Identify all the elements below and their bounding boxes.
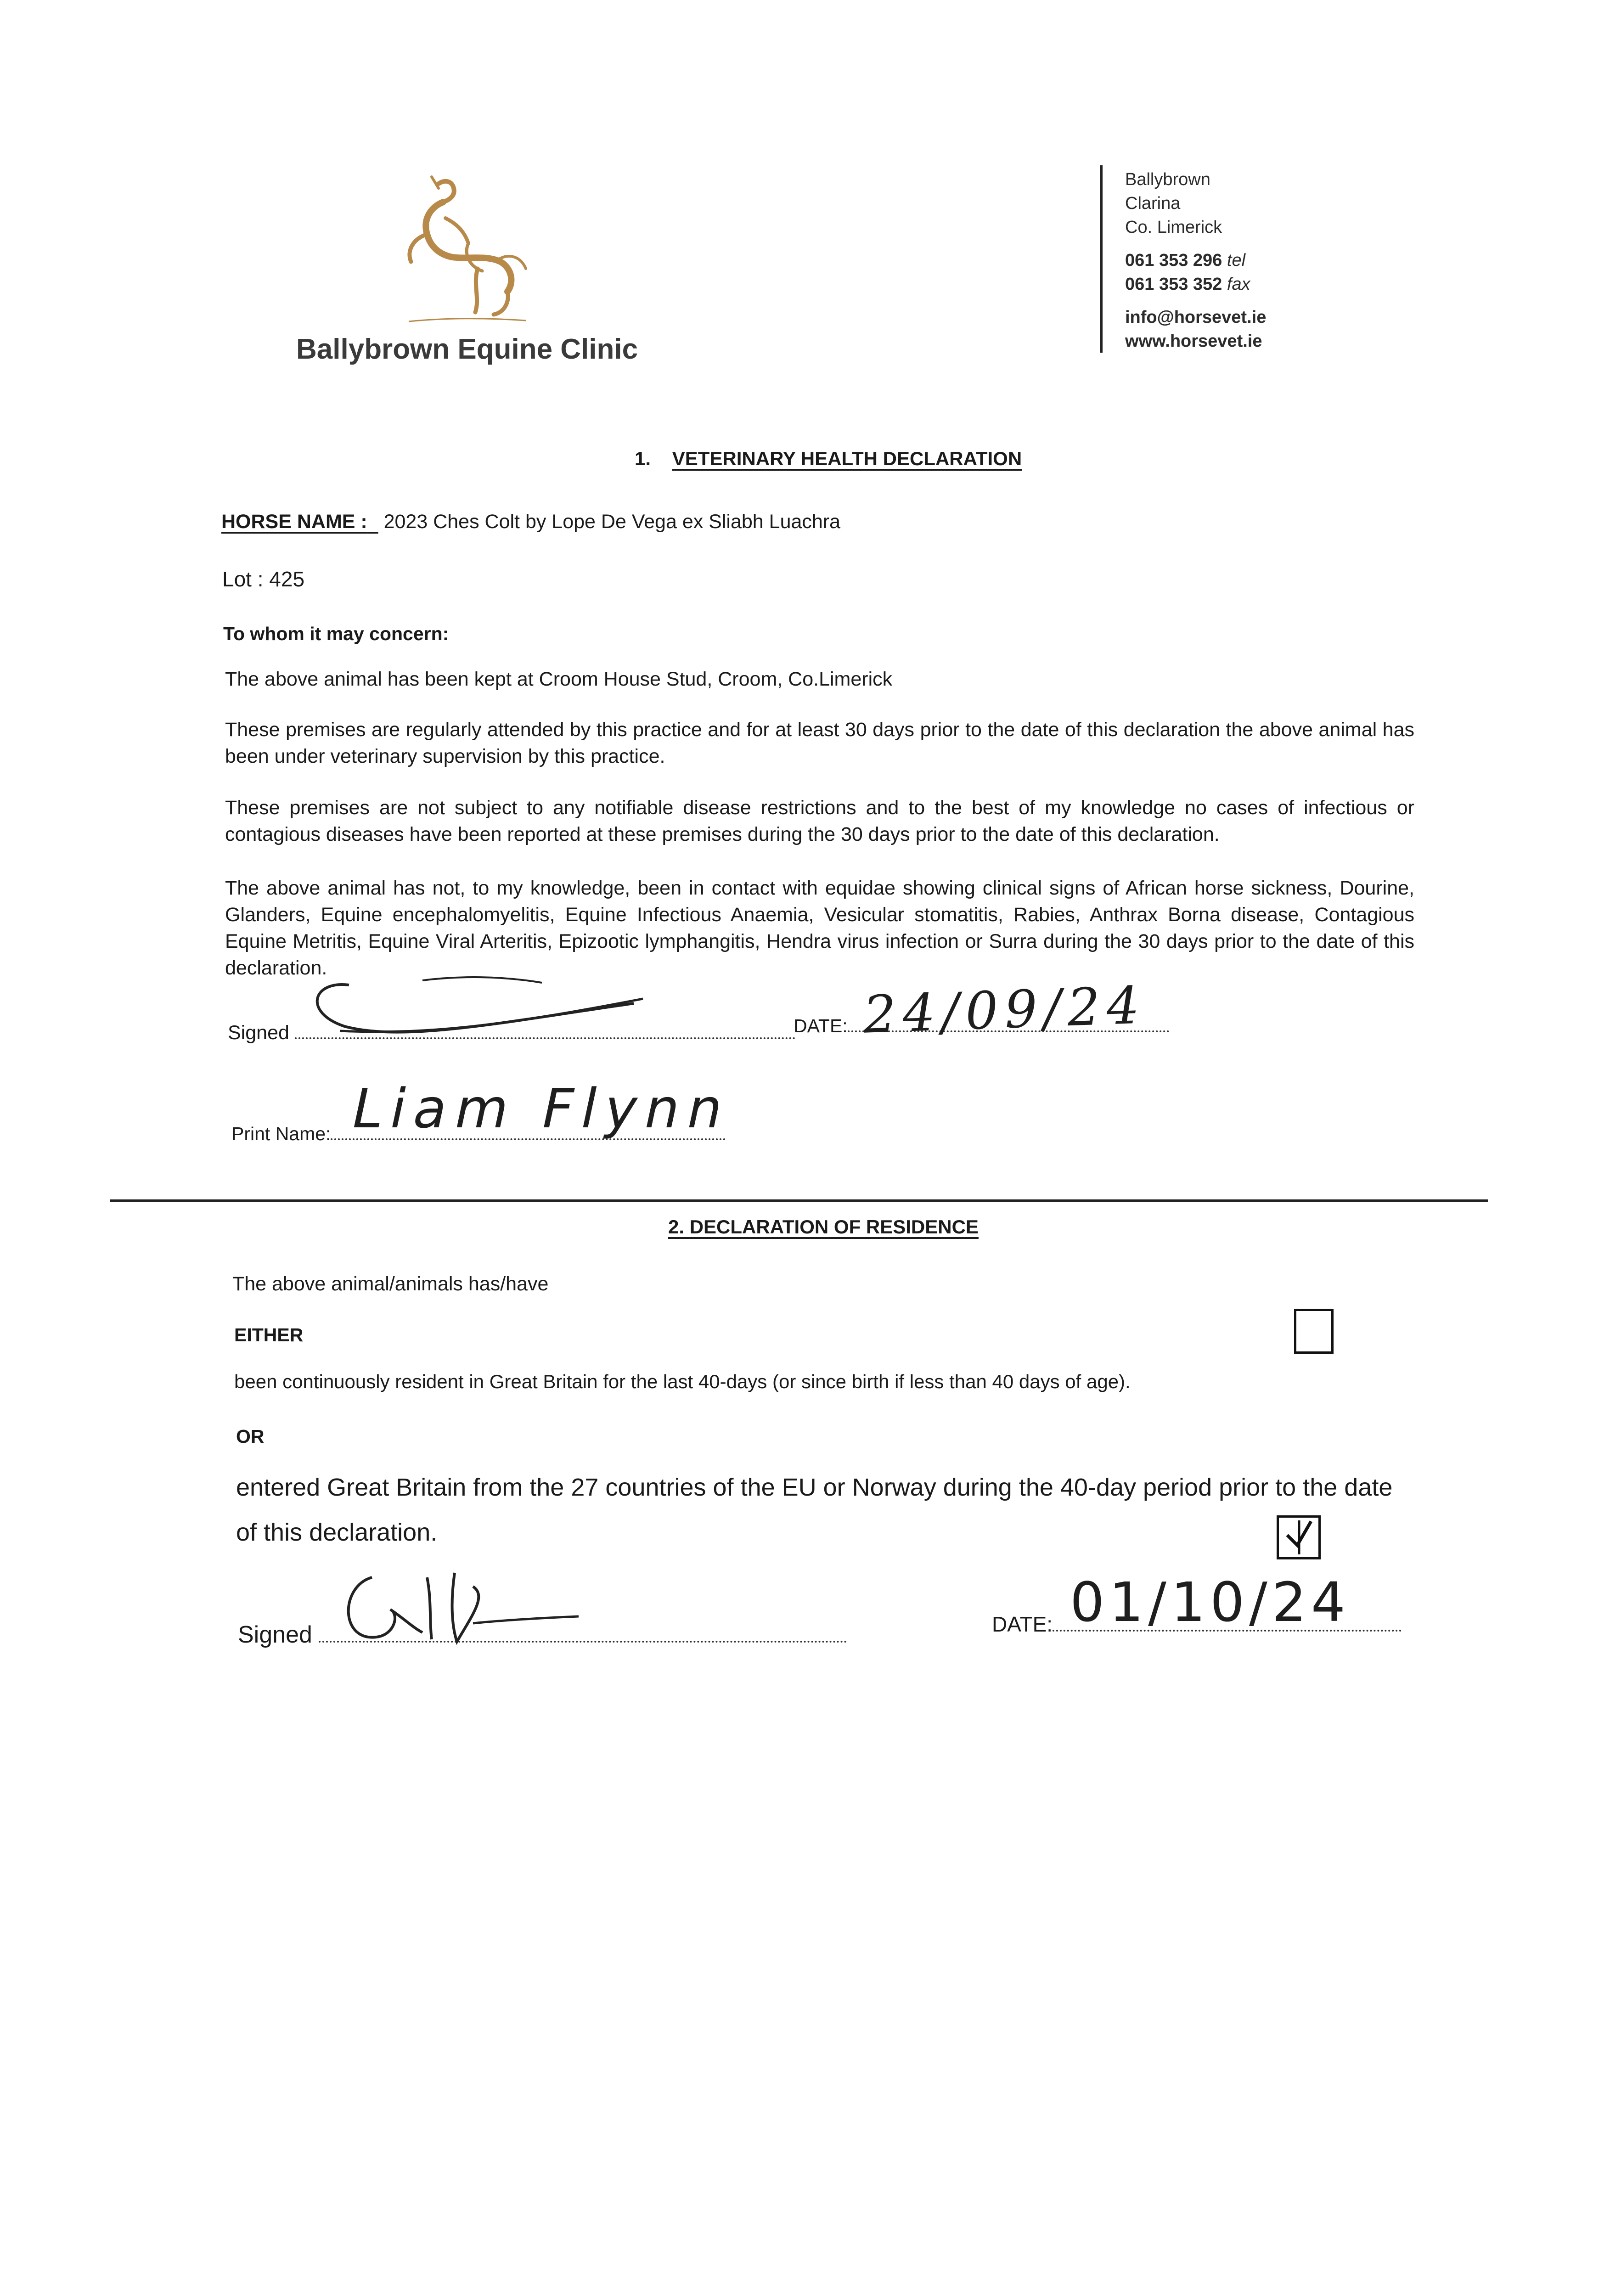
fax: 061 353 352 fax <box>1125 275 1250 294</box>
para-disease-contact: The above animal has not, to my knowledge, been in contact with equidae showing clinical signs of African horse sickness, Dourine, Glanders, Equine encephalomyelitis, Equine Infectious Anaemia, Vesicular stomatitis, Rabies, Anthrax Borna disease, Contagious Equine Metritis, Equine Viral Arteritis, Epizootic lymphangitis, Hendra virus infection or Surra during the 30 days prior to the date of this declaration. <box>225 877 1414 979</box>
handwritten-date-2: 01/10/24 <box>1070 1570 1350 1634</box>
residence-intro: The above animal/animals has/have <box>232 1273 549 1295</box>
section1-title: 1. VETERINARY HEALTH DECLARATION <box>635 448 1022 469</box>
date-label: DATE: <box>794 1015 848 1036</box>
section-divider <box>110 1199 1488 1202</box>
clinic-contact-block <box>1125 168 1266 353</box>
para-supervision: These premises are regularly attended by this practice and for at least 30 days prior to the date of this declaration the above animal has been under veterinary supervision by this practice. <box>225 719 1414 767</box>
email: info@horsevet.ie <box>1125 308 1267 327</box>
clinic-name: Ballybrown Equine Clinic <box>296 333 638 365</box>
telephone: 061 353 296 tel <box>1125 251 1246 270</box>
horse-name-value: 2023 Ches Colt by Lope De Vega ex Sliabh Luachra <box>383 511 841 533</box>
address-line-1: Ballybrown <box>1125 170 1210 189</box>
option1-checkbox[interactable] <box>1294 1309 1334 1354</box>
option2-checkbox[interactable] <box>1277 1515 1321 1559</box>
handwritten-date-1: 24/09/24 <box>862 975 1147 1045</box>
horse-name-row <box>221 511 840 533</box>
address-line-2: Clarina <box>1125 194 1181 213</box>
section2-title: 2. DECLARATION OF RESIDENCE <box>668 1216 979 1238</box>
or-label: OR <box>236 1426 265 1447</box>
date-label-2: DATE: <box>992 1612 1053 1636</box>
print-name-label: Print Name: <box>231 1123 331 1144</box>
checkmark-icon <box>1279 1518 1318 1557</box>
salutation: To whom it may concern: <box>223 623 449 644</box>
para-premises: The above animal has been kept at Croom House Stud, Croom, Co.Limerick <box>225 668 893 690</box>
rearing-horse-logo-icon <box>395 174 533 326</box>
letterhead-divider <box>1100 165 1103 353</box>
website: www.horsevet.ie <box>1125 332 1262 351</box>
para-restrictions: These premises are not subject to any notifiable disease restrictions and to the best of my knowledge no cases of infectious or contagious diseases have been reported at these premises during the 30 days prior to the date of this declaration. <box>225 797 1414 845</box>
address-line-3: Co. Limerick <box>1125 218 1222 237</box>
either-label: EITHER <box>234 1324 304 1345</box>
owner-signature <box>335 1559 592 1660</box>
vet-signature <box>285 962 661 1054</box>
handwritten-print-name: Liam Flynn <box>346 1077 738 1140</box>
lot-number: Lot : 425 <box>222 567 305 591</box>
signed-label: Signed <box>228 1022 289 1044</box>
option1-text: been continuously resident in Great Britain for the last 40-days (or since birth if less than 40 days of age). <box>234 1371 1131 1392</box>
option2-text: entered Great Britain from the 27 countries of the EU or Norway during the 40-day period prior to the date of this declaration. <box>236 1474 1393 1546</box>
horse-name-label: HORSE NAME : <box>221 511 367 533</box>
signed-label-2: Signed <box>238 1621 312 1648</box>
